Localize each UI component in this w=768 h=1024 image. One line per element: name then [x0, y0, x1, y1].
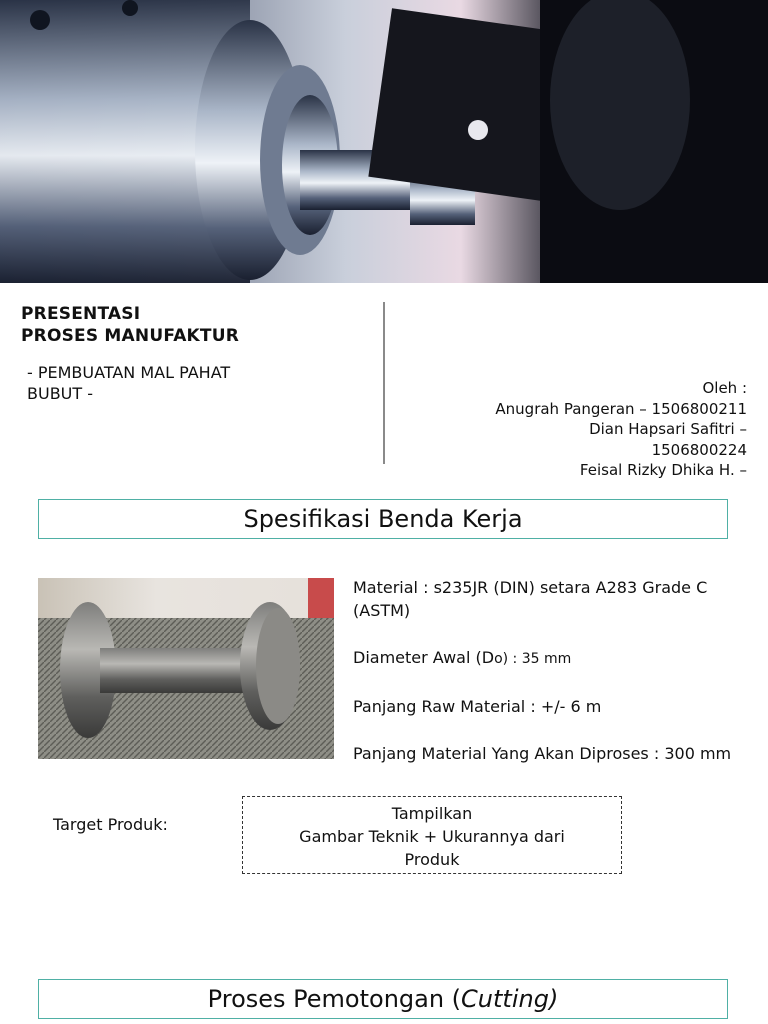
target-box-line3: Produk [404, 850, 460, 869]
presentation-title-line1: PRESENTASI [21, 304, 141, 324]
lathe-photo [0, 0, 768, 283]
lathe-photo-graphic [0, 0, 768, 283]
target-product-placeholder-box [242, 796, 622, 874]
presentation-title-line2: PROSES MANUFAKTUR [21, 326, 240, 346]
spec-diameter-value: ) : 35 mm [502, 651, 572, 667]
spec-diameter-subscript: o [494, 651, 503, 667]
workpiece-photo [38, 578, 334, 759]
spec-diameter [353, 646, 733, 671]
target-box-line1: Tampilkan [391, 804, 473, 823]
author-line: Feisal Rizky Dhika H. – [579, 461, 747, 480]
target-product-label: Target Produk: [53, 815, 168, 834]
authors-block [417, 378, 747, 481]
author-line: Anugrah Pangeran – 1506800211 [495, 399, 747, 418]
authors-label: Oleh : [702, 379, 747, 397]
section-heading-italic: Cutting) [461, 985, 559, 1013]
author-line: Dian Hapsari Safitri – [589, 420, 747, 439]
target-box-line2: Gambar Teknik + Ukurannya dari [299, 827, 565, 846]
section-heading-specification [38, 499, 728, 539]
author-line: 1506800224 [651, 440, 747, 459]
spec-material: Material : s235JR (DIN) setara A283 Grade C (ASTM) [353, 578, 708, 620]
spec-diameter-label: Diameter Awal (D [353, 648, 495, 667]
vertical-divider [383, 302, 385, 464]
presentation-subtitle [27, 362, 297, 404]
subtitle-line2: BUBUT - [27, 384, 94, 403]
section-heading-text: Spesifikasi Benda Kerja [243, 505, 523, 533]
section-heading-prefix: Proses Pemotongan ( [207, 985, 462, 1013]
subtitle-line1: - PEMBUATAN MAL PAHAT [27, 363, 231, 382]
workpiece-photo-graphic [38, 578, 334, 759]
specification-list [353, 576, 733, 789]
section-heading-cutting [38, 979, 728, 1019]
spec-raw-length: Panjang Raw Material : +/- 6 m [353, 697, 602, 716]
spec-process-length: Panjang Material Yang Akan Diproses : 300 mm [353, 744, 732, 763]
